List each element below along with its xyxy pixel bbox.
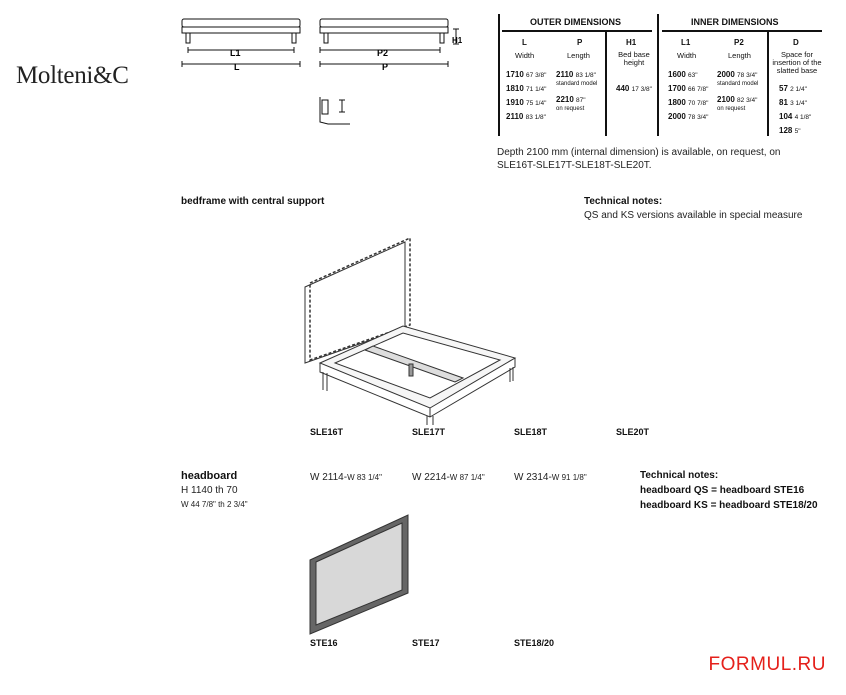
d-value: 104 4 1/8" bbox=[779, 112, 812, 121]
table-divider bbox=[767, 32, 769, 136]
col-l-code: L bbox=[522, 38, 527, 47]
l-value: 1810 71 1/4" bbox=[506, 84, 547, 93]
label-p2: P2 bbox=[377, 48, 389, 58]
p-value: 2110 83 1/8" bbox=[556, 70, 596, 79]
l-value: 2110 83 1/8" bbox=[506, 112, 546, 121]
headboard-notes-title: Technical notes: bbox=[640, 470, 719, 481]
d-value: 81 3 1/4" bbox=[779, 98, 807, 107]
p2-note: on request bbox=[717, 106, 746, 112]
label-l: L bbox=[234, 62, 240, 72]
headboard-width: W 2314-W 91 1/8" bbox=[514, 472, 587, 483]
d-value: 57 2 1/4" bbox=[779, 84, 807, 93]
col-l1-desc: Width bbox=[677, 51, 697, 60]
section-detail bbox=[320, 97, 350, 124]
headboard-title: headboard bbox=[181, 470, 238, 482]
l1-value: 1800 70 7/8" bbox=[668, 98, 709, 107]
p2-value: 2000 78 3/4" bbox=[717, 70, 758, 79]
headboard-code: STE18/20 bbox=[514, 638, 555, 648]
headboard-code: STE16 bbox=[310, 638, 338, 648]
col-p-code: P bbox=[577, 38, 583, 47]
headboard-width: W 2214-W 87 1/4" bbox=[412, 472, 485, 483]
table-divider bbox=[657, 14, 659, 136]
col-p-desc: Length bbox=[567, 51, 590, 60]
label-l1: L1 bbox=[230, 48, 241, 58]
table-divider bbox=[498, 14, 500, 136]
bedframe-code: SLE17T bbox=[412, 427, 446, 437]
headboard-width: W 2114-W 83 1/4" bbox=[310, 472, 382, 483]
d-value: 128 5" bbox=[779, 126, 801, 135]
l1-value: 1700 66 7/8" bbox=[668, 84, 709, 93]
col-h1-code: H1 bbox=[626, 38, 637, 47]
col-h1-desc: Bed base height bbox=[618, 50, 650, 67]
l-value: 1710 67 3/8" bbox=[506, 70, 547, 79]
headboard-illustration bbox=[305, 510, 415, 635]
bedframe-code: SLE16T bbox=[310, 427, 344, 437]
headboard-dims-mm: H 1140 th 70 bbox=[181, 485, 238, 496]
watermark-text: FORMUL.RU bbox=[708, 654, 826, 675]
col-d-code: D bbox=[793, 38, 799, 47]
col-l-desc: Width bbox=[515, 51, 535, 60]
table-rule bbox=[662, 30, 822, 32]
p-value: 2210 87" bbox=[556, 95, 586, 104]
bedframe-code: SLE20T bbox=[616, 427, 650, 437]
p2-note: standard model bbox=[717, 81, 759, 87]
col-l1-code: L1 bbox=[681, 38, 691, 47]
headboard-code: STE17 bbox=[412, 638, 440, 648]
bedframe-notes-text: QS and KS versions available in special measure bbox=[584, 210, 803, 221]
table-rule bbox=[502, 30, 652, 32]
p2-value: 2100 82 3/4" bbox=[717, 95, 758, 104]
col-p2-desc: Length bbox=[728, 51, 751, 60]
p-note: on request bbox=[556, 106, 585, 112]
bedframe-code: SLE18T bbox=[514, 427, 548, 437]
brand-logo: Molteni&C bbox=[16, 62, 129, 89]
headboard-note: headboard QS = headboard STE16 bbox=[640, 485, 805, 496]
p-note: standard model bbox=[556, 81, 598, 87]
inner-dimensions-title: INNER DIMENSIONS bbox=[691, 17, 779, 27]
dimension-drawings bbox=[170, 12, 475, 137]
side-view-width bbox=[182, 19, 300, 67]
headboard-note: headboard KS = headboard STE18/20 bbox=[640, 500, 818, 511]
side-view-length bbox=[320, 19, 459, 67]
col-d-desc: Space for insertion of the slatted base bbox=[772, 50, 822, 75]
table-divider bbox=[605, 32, 607, 136]
table-footnote: Depth 2100 mm (internal dimension) is available, on request, on SLE16T-SLE17T-SLE18T-SLE20T. bbox=[497, 147, 781, 171]
dimensions-table bbox=[498, 14, 823, 140]
h1-value: 440 17 3/8" bbox=[616, 84, 652, 93]
col-p2-code: P2 bbox=[734, 38, 744, 47]
bedframe-title: bedframe with central support bbox=[181, 196, 325, 207]
bedframe-illustration bbox=[295, 230, 525, 430]
outer-dimensions-title: OUTER DIMENSIONS bbox=[530, 17, 622, 27]
headboard-dims-in: W 44 7/8" th 2 3/4" bbox=[181, 500, 248, 509]
bedframe-notes-title: Technical notes: bbox=[584, 196, 663, 207]
label-h1: H1 bbox=[452, 36, 463, 45]
l-value: 1910 75 1/4" bbox=[506, 98, 547, 107]
label-p: P bbox=[382, 62, 389, 72]
l1-value: 2000 78 3/4" bbox=[668, 112, 709, 121]
l1-value: 1600 63" bbox=[668, 70, 698, 79]
